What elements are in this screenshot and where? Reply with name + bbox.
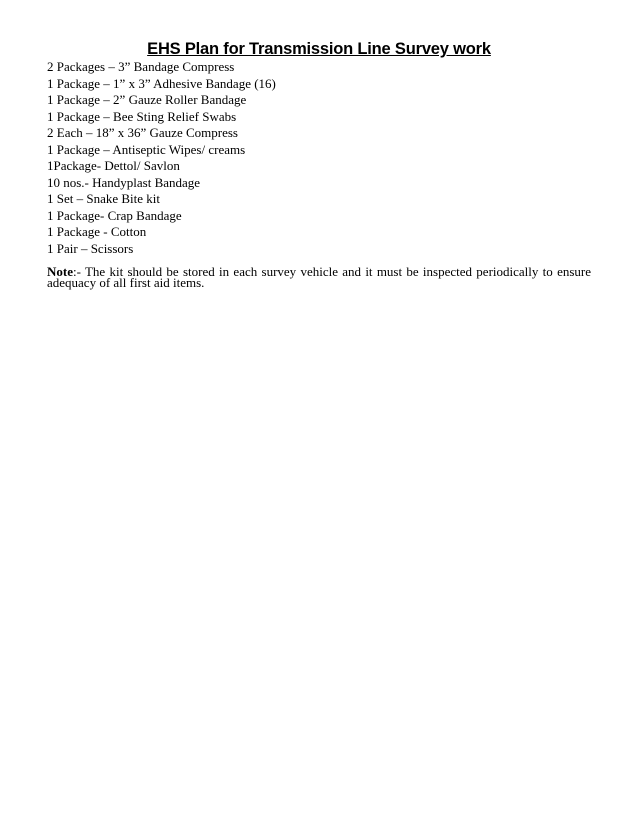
- list-item: 1 Package- Crap Bandage: [47, 207, 182, 223]
- note-label: Note: [47, 264, 73, 279]
- list-item: 1 Package – 2” Gauze Roller Bandage: [47, 92, 247, 107]
- list-item: 1 Package – Bee Sting Relief Swabs: [47, 108, 237, 124]
- list-item: 1 Package – 1” x 3” Adhesive Bandage (16): [47, 75, 276, 91]
- note-paragraph: [47, 266, 591, 288]
- first-aid-kit-list: [47, 59, 276, 257]
- list-item: 10 nos.- Handyplast Bandage: [47, 174, 201, 190]
- list-item: 1 Set – Snake Bite kit: [47, 191, 161, 206]
- list-item: 1 Pair – Scissors: [47, 240, 134, 256]
- note-text: :- The kit should be stored in each survey vehicle and it must be inspected periodically to ensure adequacy of all first aid items.: [47, 264, 591, 290]
- page-title: EHS Plan for Transmission Line Survey work: [147, 40, 491, 58]
- list-item: 2 Each – 18” x 36” Gauze Compress: [47, 125, 238, 140]
- list-item: 1 Package – Antiseptic Wipes/ creams: [47, 141, 246, 157]
- list-item: 1Package- Dettol/ Savlon: [47, 158, 180, 173]
- list-item: 1 Package - Cotton: [47, 224, 147, 239]
- list-item: 2 Packages – 3” Bandage Compress: [47, 59, 235, 74]
